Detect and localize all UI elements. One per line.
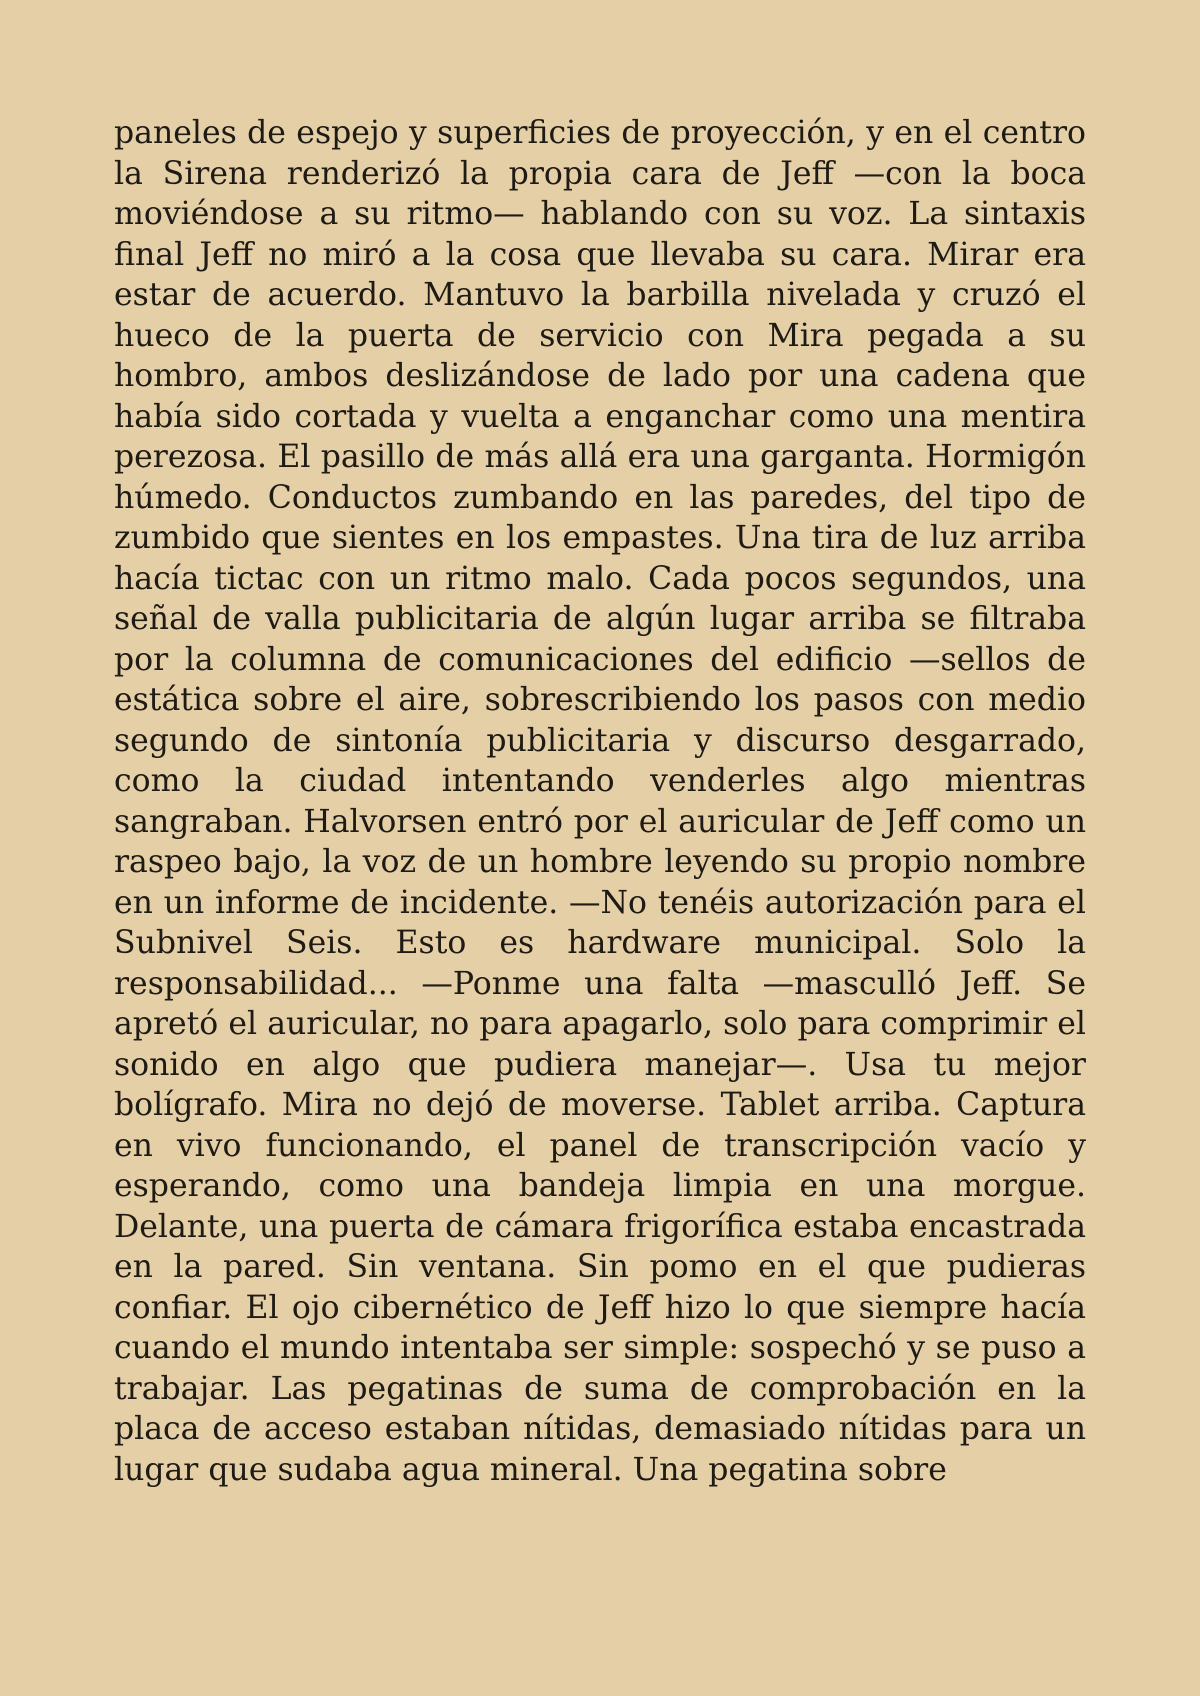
body-paragraph: paneles de espejo y superficies de proyección, y en el centro la Sirena renderizó la propia cara de Jeff —con la boca moviéndose a su ritmo— hablando con su voz. La sintaxis final Jeff no miró a la cosa que llevaba su cara. Mirar era estar de acuerdo. Mantuvo la barbilla nivelada y cruzó el hueco de la puerta de servicio con Mira pegada a su hombro, ambos deslizándose de lado por una cadena que había sido cortada y vuelta a enganchar como una mentira perezosa. El pasillo de más allá era una garganta. Hormigón húmedo. Conductos zumbando en las paredes, del tipo de zumbido que sientes en los empastes. Una tira de luz arriba hacía tictac con un ritmo malo. Cada pocos segundos, una señal de valla publicitaria de algún lugar arriba se filtraba por la columna de comunicaciones del edificio —sellos de estática sobre el aire, sobrescribiendo los pasos con medio segundo de sintonía publicitaria y discurso desgarrado, como la ciudad intentando venderles algo mientras sangraban. Halvorsen entró por el auricular de Jeff como un raspeo bajo, la voz de un hombre leyendo su propio nombre en un informe de incidente. —No tenéis autorización para el Subnivel Seis. Esto es hardware municipal. Solo la responsabilidad... —Ponme una falta —masculló Jeff. Se apretó el auricular, no para apagarlo, solo para comprimir el sonido en algo que pudiera manejar—. Usa tu mejor bolígrafo. Mira no dejó de moverse. Tablet arriba. Captura en vivo funcionando, el panel de transcripción vacío y esperando, como una bandeja limpia en una morgue. Delante, una puerta de cámara frigorífica estaba encastrada en la pared. Sin ventana. Sin pomo en el que pudieras confiar. El ojo cibernético de Jeff hizo lo que siempre hacía cuando el mundo intentaba ser simple: sospechó y se puso a trabajar. Las pegatinas de suma de comprobación en la placa de acceso estaban nítidas, demasiado nítidas para un lugar que sudaba agua mineral. Una pegatina sobre [114, 115, 1086, 1488]
